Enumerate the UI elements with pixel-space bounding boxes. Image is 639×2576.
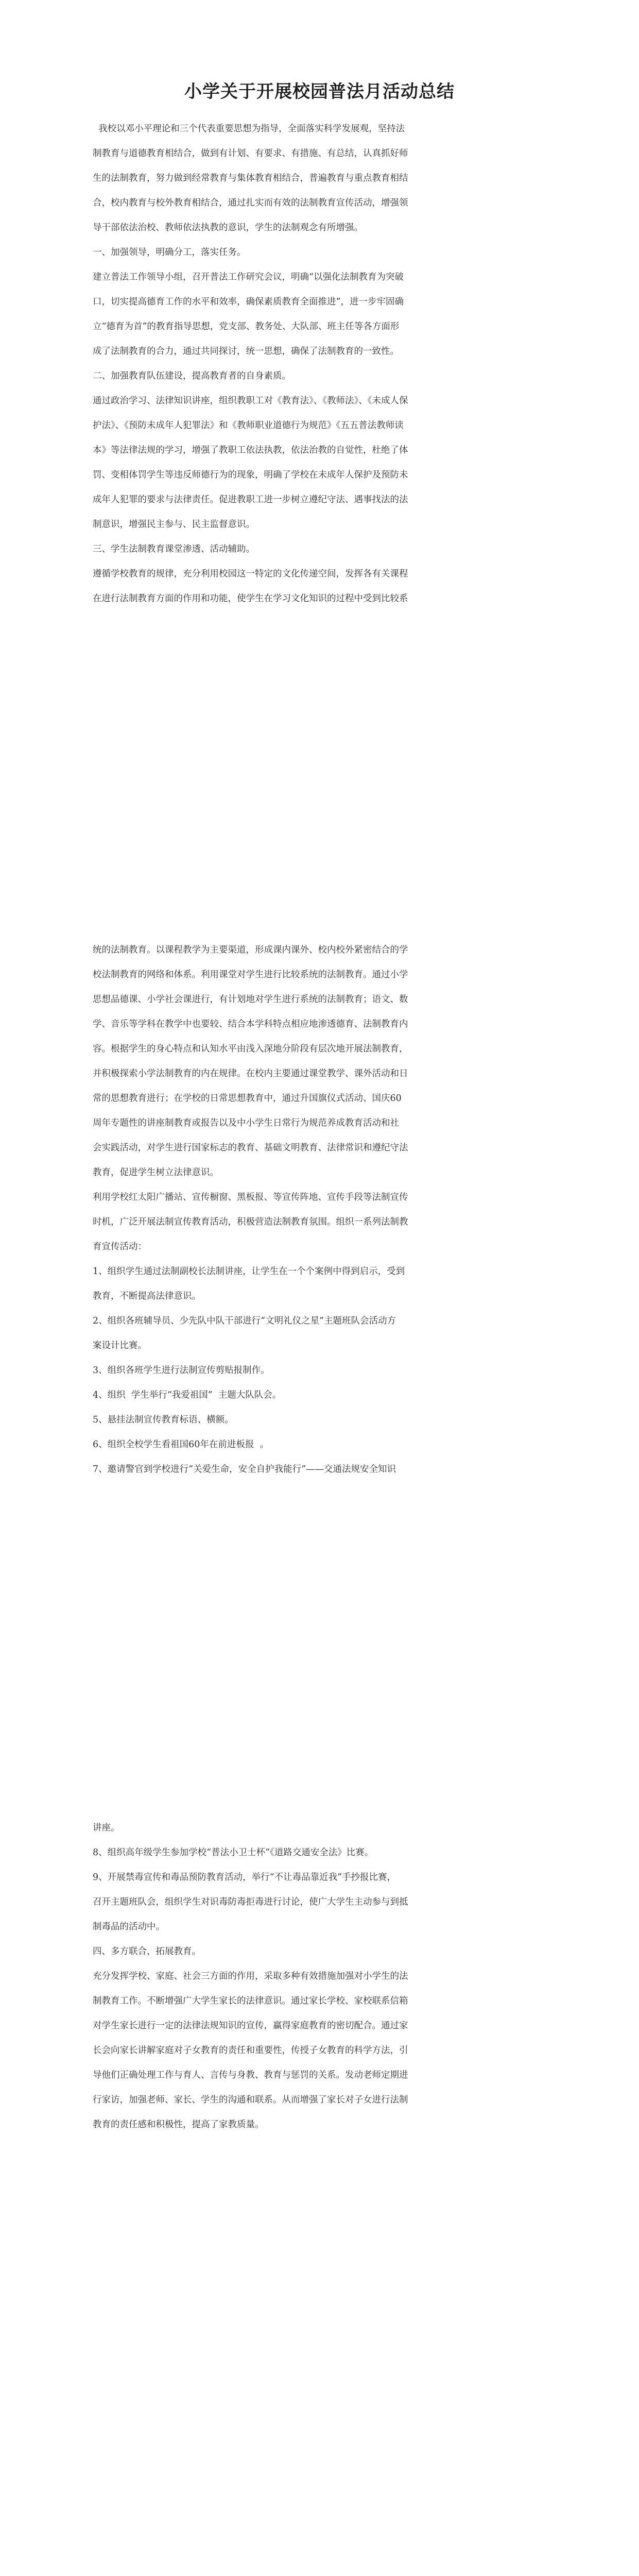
document-line: 行家访，加强老师、家长、学生的沟通和联系。从而增强了家长对子女进行法制 <box>93 2095 408 2105</box>
document-section-2 <box>93 938 546 1482</box>
document-line: 罚、变相体罚学生等违反师德行为的现象，明确了学校在未成年人保护及预防未 <box>93 470 408 480</box>
document-line: 建立普法工作领导小组，召开普法工作研究会议，明确“以强化法制教育为突破 <box>93 272 404 282</box>
document-line: 案设计比赛。 <box>93 1341 147 1351</box>
document-line: 制毒品的活动中。 <box>93 1922 165 1932</box>
document-line: 1、组织学生通过法制副校长法制讲座，让学生在一个个案例中得到启示，受到 <box>93 1266 405 1277</box>
document-line: 召开主题班队会，组织学生对识毒防毒拒毒进行讨论，使广大学生主动参与到抵 <box>93 1897 408 1907</box>
document-line: 在进行法制教育方面的作用和功能，使学生在学习文化知识的过程中受到比较系 <box>93 594 408 604</box>
document-line: 护法》、《预防未成年人犯罪法》和《教师职业道德行为规范》《五五普法教师读 <box>93 420 404 431</box>
document-line: 遵循学校教育的规律，充分利用校园这一特定的文化传递空间，发挥各有关课程 <box>93 569 408 579</box>
document-line: 学、音乐等学科在教学中也要较、结合本学科特点相应地渗透德育、法制教育内 <box>93 1019 408 1029</box>
document-line: 容。根据学生的身心特点和认知水平由浅入深地分阶段有层次地开展法制教育， <box>93 1044 408 1054</box>
document-line: 一、加强领导，明确分工，落实任务。 <box>93 247 246 258</box>
document-line: 对学生家长进行一定的法律法规知识的宣传，赢得家庭教育的密切配合。通过家 <box>93 2021 408 2031</box>
document-line: 生的法制教育，努力做到经常教育与集体教育相结合，普遍教育与重点教育相结 <box>93 173 408 183</box>
document-line: 思想品德课、小学社会课进行，有计划地对学生进行系统的法制教育；语文、数 <box>93 994 408 1005</box>
document-title: 小学关于开展校园普法月活动总结 <box>184 81 455 102</box>
document-line: 2、组织各班辅导员、少先队中队干部进行“文明礼仪之星”主题班队会活动方 <box>93 1316 396 1326</box>
document-line: 统的法制教育。以课程教学为主要渠道，形成课内课外、校内校外紧密结合的学 <box>93 945 408 955</box>
document-line: 口，切实提高德育工作的水平和效率，确保素质教育全面推进”，进一步牢固确 <box>93 297 404 307</box>
document-section-3 <box>93 1816 546 2137</box>
document-line: 成了法制教育的合力，通过共同探讨，统一思想，确保了法制教育的一致性。 <box>93 346 399 357</box>
document-line: 教育，不断提高法律意识。 <box>93 1291 201 1301</box>
document-line: 三、学生法制教育课堂渗透、活动辅助。 <box>93 544 255 554</box>
document-line: 长会向家长讲解家庭对子女教育的责任和重要性，传授子女教育的科学方法，引 <box>93 2045 408 2056</box>
document-line: 3、组织各班学生进行法制宣传剪贴报制作。 <box>93 1365 270 1376</box>
document-line: 周年专题性的讲座制教育或报告以及中小学生日常行为规范养成教育活动和社 <box>93 1118 399 1128</box>
document-line: 校法制教育的网络和体系。利用课堂对学生进行比较系统的法制教育。通过小学 <box>93 970 408 980</box>
document-line: 充分发挥学校、家庭、社会三方面的作用，采取多种有效措施加强对小学生的法 <box>93 1971 408 1981</box>
document-line: 讲座。 <box>93 1823 120 1833</box>
document-line: 二、加强教育队伍建设，提高教育者的自身素质。 <box>93 371 291 381</box>
document-line: 教育，促进学生树立法律意识。 <box>93 1167 219 1178</box>
document-line: 并积极探索小学法制教育的内在规律。在校内主要通过课堂教学、课外活动和日 <box>93 1069 408 1079</box>
document-line: 育宣传活动： <box>93 1242 147 1252</box>
document-line: 8、组织高年级学生参加学校“普法小卫士杯”《道路交通安全法》比赛。 <box>93 1848 374 1858</box>
document-line: 教育的责任感和积极性，提高了家教质量。 <box>93 2120 264 2130</box>
document-line: 时机，广泛开展法制宣传教育活动，积极营造法制教育氛围。组织一系列法制教 <box>93 1217 408 1227</box>
document-line: 7、邀请警官到学校进行“关爱生命，安全自护我能行”——交通法规安全知识 <box>93 1464 396 1475</box>
document-line: 制教育与道德教育相结合，做到有计划、有要求、有措施、有总结，认真抓好师 <box>93 148 408 159</box>
document-line: 会实践活动，对学生进行国家标志的教育、基础文明教育、法律常识和遵纪守法 <box>93 1143 408 1153</box>
document-line: 5、悬挂法制宣传教育标语、横额。 <box>93 1415 234 1425</box>
document-line: 制意识，增强民主参与、民主监督意识。 <box>93 519 255 530</box>
document-line: 6、组织全校学生看祖国60年在前进板报 。 <box>93 1439 269 1450</box>
document-line: 本》等法律法规的学习，增强了教职工依法执教，依法治教的自觉性，杜绝了体 <box>93 445 408 455</box>
document-line: 导他们正确处理工作与育人、言传与身教、教育与惩罚的关系。发动老师定期进 <box>93 2070 408 2080</box>
document-line: 合，校内教育与校外教育相结合，通过扎实而有效的法制教育宣传活动，增强领 <box>93 198 408 208</box>
document-line: 通过政治学习、法律知识讲座，组织教职工对《教育法》、《教师法》、《未成人保 <box>93 396 408 406</box>
document-line: 我校以邓小平理论和三个代表重要思想为指导，全面落实科学发展观，坚持法 <box>93 124 405 134</box>
document-line: 立“德育为首”的教育指导思想，党支部、教务处、大队部、班主任等各方面形 <box>93 321 400 332</box>
document-line: 常的思想教育进行；在学校的日常思想教育中，通过升国旗仪式活动、国庆60 <box>93 1093 402 1104</box>
document-line: 4、组织 学生举行“我爱祖国” 主题大队队会。 <box>93 1390 282 1400</box>
document-line: 制教育工作。不断增强广大学生家长的法律意识。通过家长学校、家校联系信箱 <box>93 1996 408 2006</box>
document-line: 9、开展禁毒宣传和毒品预防教育活动，举行“不让毒品靠近我”手抄报比赛， <box>93 1872 396 1883</box>
document-line: 利用学校红太阳广播站、宣传橱窗、黑板报、等宣传阵地、宣传手段等法制宣传 <box>93 1192 408 1202</box>
document-line: 四、多方联合，拓展教育。 <box>93 1946 201 1957</box>
document-section-1 <box>93 116 546 611</box>
document-line: 成年人犯罪的要求与法律责任。促进教职工进一步树立遵纪守法、遇事找法的法 <box>93 495 408 505</box>
document-line: 导干部依法治校、教师依法执教的意识，学生的法制观念有所增强。 <box>93 223 363 233</box>
